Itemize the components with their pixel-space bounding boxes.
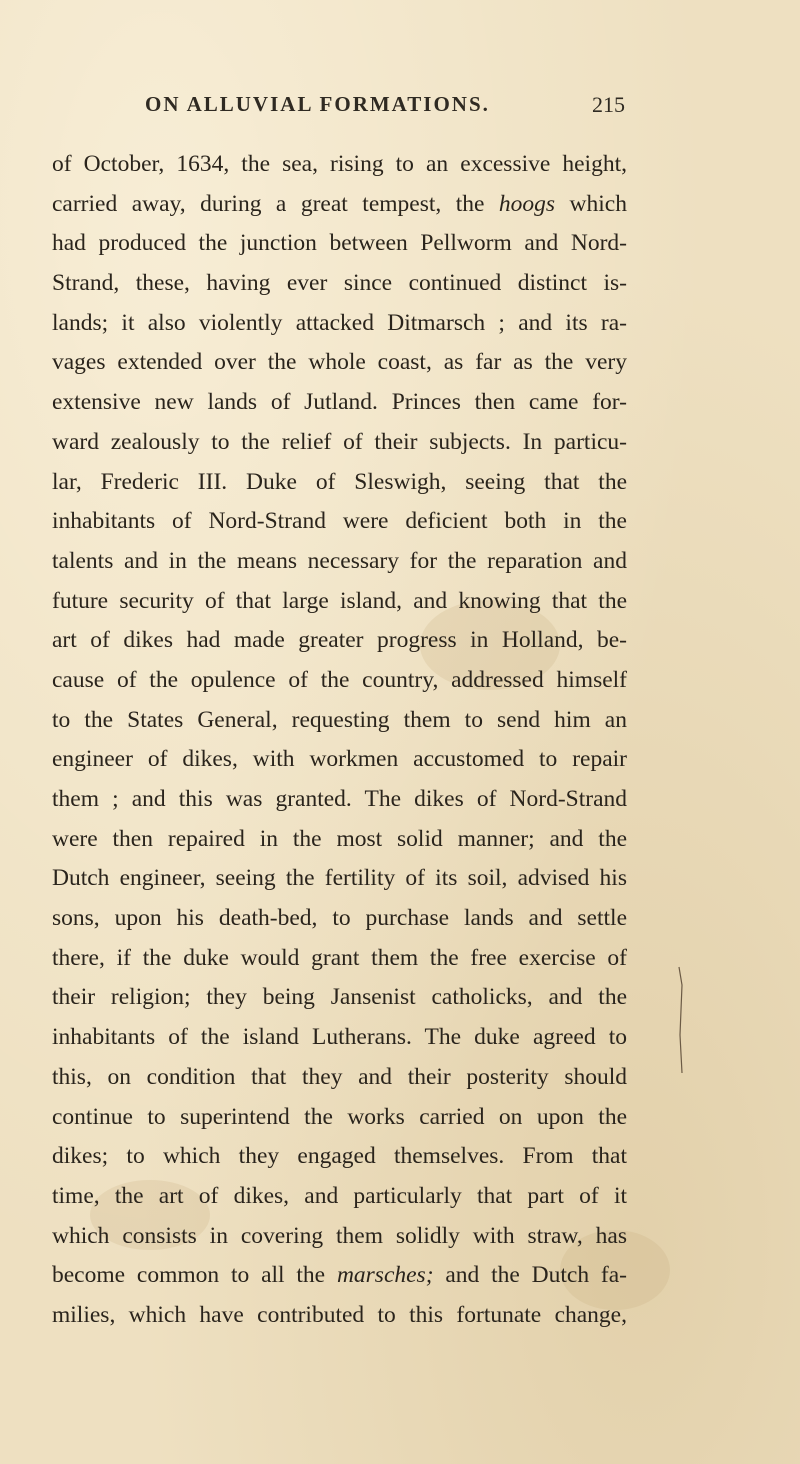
text-line: milies, which have contributed to this fortunate change, — [52, 1301, 627, 1328]
text-line: future security of that large island, and knowing that the — [52, 587, 627, 614]
page-header — [145, 92, 625, 122]
text-line: inhabitants of Nord-Strand were deficient both in the — [52, 508, 627, 535]
text-line: there, if the duke would grant them the free exercise of — [52, 944, 627, 971]
text-line: Strand, these, having ever since continued distinct is- — [52, 270, 627, 297]
text-line: carried away, during a great tempest, the hoogs which — [52, 190, 627, 217]
text-line: Dutch engineer, seeing the fertility of its soil, advised his — [52, 865, 627, 892]
text-line: which consists in covering them solidly with straw, has — [52, 1222, 627, 1249]
text-line: dikes; to which they engaged themselves. From that — [52, 1143, 627, 1170]
text-line: cause of the opulence of the country, addressed himself — [52, 666, 627, 693]
text-line: vages extended over the whole coast, as far as the very — [52, 349, 627, 376]
text-line: had produced the junction between Pellworm and Nord- — [52, 230, 627, 257]
text-line: inhabitants of the island Lutherans. The duke agreed to — [52, 1024, 627, 1051]
text-line: time, the art of dikes, and particularly that part of it — [52, 1182, 627, 1209]
text-line: talents and in the means necessary for the reparation and — [52, 547, 627, 574]
text-line: art of dikes had made greater progress in Holland, be- — [52, 627, 627, 654]
text-line: were then repaired in the most solid manner; and the — [52, 825, 627, 852]
text-line: them ; and this was granted. The dikes of Nord-Strand — [52, 786, 627, 812]
text-line: engineer of dikes, with workmen accustomed to repair — [52, 746, 627, 773]
text-line: their religion; they being Jansenist catholicks, and the — [52, 984, 627, 1011]
text-line: continue to superintend the works carried on upon the — [52, 1103, 627, 1130]
text-line: to the States General, requesting them to send him an — [52, 706, 627, 733]
text-line: lands; it also violently attacked Ditmarsch ; and its ra- — [52, 309, 627, 336]
margin-ink-mark — [676, 965, 686, 1075]
text-line: ward zealously to the relief of their subjects. In particu- — [52, 428, 627, 455]
running-title: ON ALLUVIAL FORMATIONS. — [145, 92, 490, 116]
text-line: lar, Frederic III. Duke of Sleswigh, seeing that the — [52, 468, 627, 495]
text-line: extensive new lands of Jutland. Princes then came for- — [52, 389, 627, 416]
page-number: 215 — [592, 92, 625, 117]
text-line: of October, 1634, the sea, rising to an excessive height, — [52, 151, 627, 177]
text-line: this, on condition that they and their posterity should — [52, 1063, 627, 1090]
text-line: sons, upon his death-bed, to purchase lands and settle — [52, 905, 627, 932]
body-text — [52, 145, 627, 1336]
text-line: become common to all the marsches; and the Dutch fa- — [52, 1262, 627, 1289]
